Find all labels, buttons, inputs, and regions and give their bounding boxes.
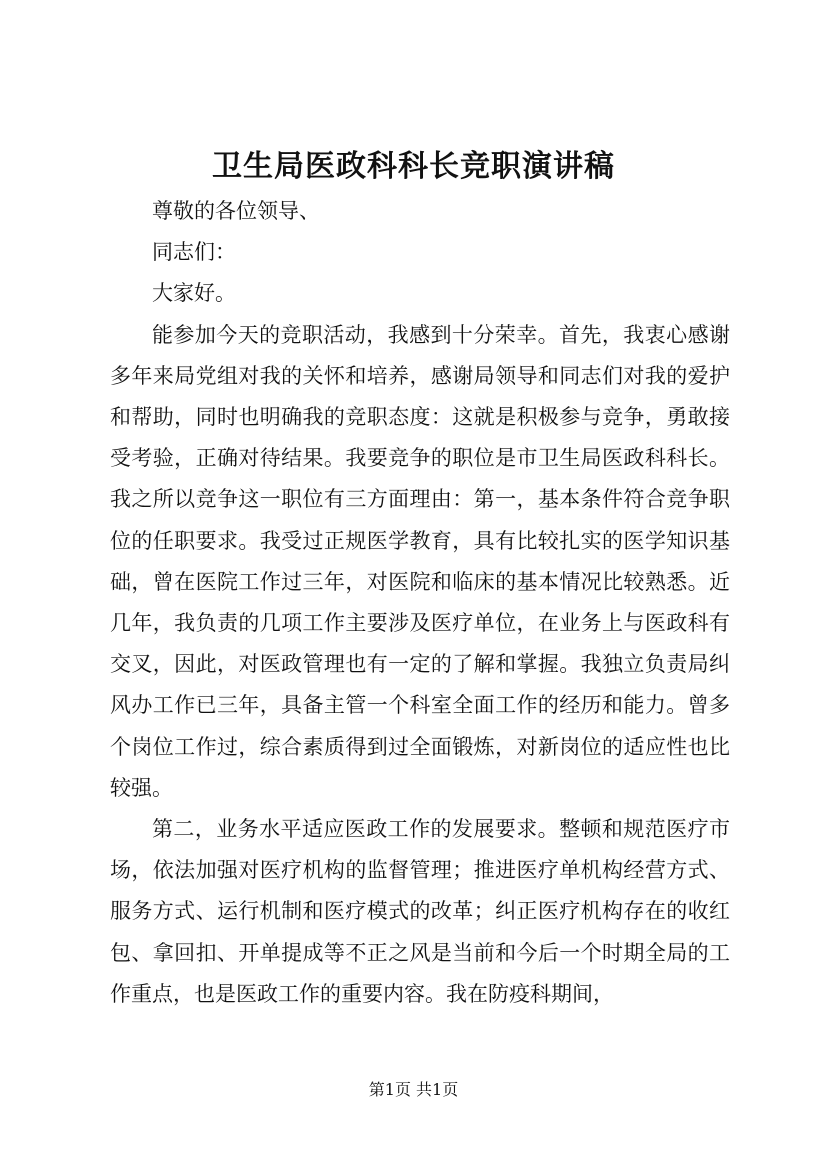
- document-body: [110, 191, 730, 1015]
- paragraph-intro: 能参加今天的竞职活动，我感到十分荣幸。首先，我衷心感谢多年来局党组对我的关怀和培养，感谢局领导和同志们对我的爱护和帮助，同时也明确我的竞职态度：这就是积极参与竞争，勇敢接受考验，正确对待结果。我要竞争的职位是市卫生局医政科科长。我之所以竞争这一职位有三方面理由：第一，基本条件符合竞争职位的任职要求。我受过正规医学教育，具有比较扎实的医学知识基础，曾在医院工作过三年，对医院和临床的基本情况比较熟悉。近几年，我负责的几项工作主要涉及医疗单位，在业务上与医政科有交叉，因此，对医政管理也有一定的了解和掌握。我独立负责局纠风办工作已三年，具备主管一个科室全面工作的经历和能力。曾多个岗位工作过，综合素质得到过全面锻炼，对新岗位的适应性也比较强。: [110, 322, 730, 800]
- salutation-line-1: 尊敬的各位领导、: [152, 199, 320, 223]
- greeting: 大家好。: [152, 281, 236, 306]
- page-footer: 第1页 共1页: [368, 1080, 459, 1099]
- salutation-line-2: 同志们：: [152, 240, 236, 265]
- document-title: 卫生局医政科科长竞职演讲稿: [212, 149, 615, 184]
- paragraph-second-reason: 第二，业务水平适应医政工作的发展要求。整顿和规范医疗市场，依法加强对医疗机构的监督管理；推进医疗单机构经营方式、服务方式、运行机制和医疗模式的改革；纠正医疗机构存在的收红包、拿回扣、开单提成等不正之风是当前和今后一个时期全局的工作重点，也是医政工作的重要内容。我在防疫科期间，: [110, 817, 730, 1006]
